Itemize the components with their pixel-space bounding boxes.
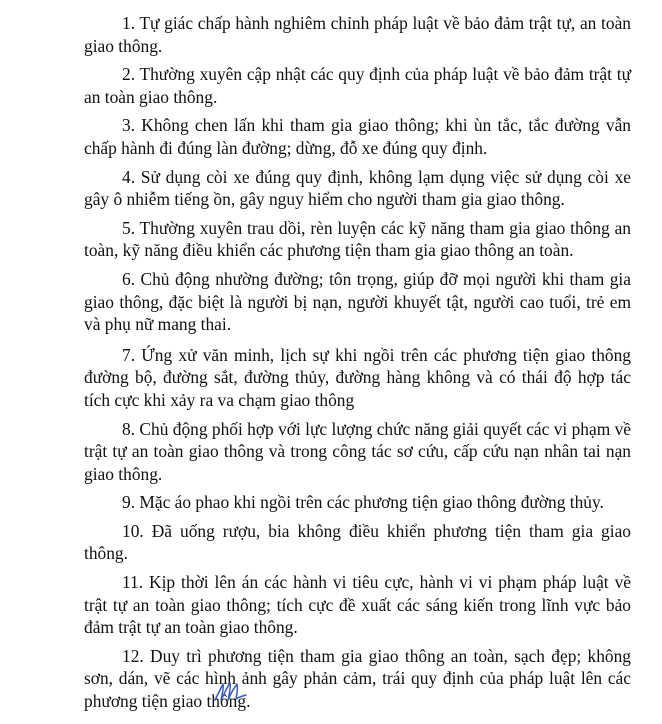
paragraph-2: 2. Thường xuyên cập nhật các quy định của pháp luật về bảo đảm trật tự an toàn giao thông. [84, 64, 631, 107]
paragraph-12: 12. Duy trì phương tiện tham gia giao thông an toàn, sạch đẹp; không sơn, dán, vẽ các hình ảnh gây phản cảm, trái quy định của pháp luật lên các phương tiện giao thông. [84, 645, 631, 712]
paragraph-7: 7. Ứng xử văn minh, lịch sự khi ngồi trên các phương tiện giao thông đường bộ, đường sắt, đường thủy, đường hàng không và có thái độ hợp tác tích cực khi xảy ra va chạm giao thông [84, 344, 631, 410]
paragraph-5: 5. Thường xuyên trau dồi, rèn luyện các kỹ năng tham gia giao thông an toàn, kỹ năng điều khiển các phương tiện tham gia giao thông an toàn. [84, 217, 631, 261]
paragraph-6: 6. Chủ động nhường đường; tôn trọng, giúp đỡ mọi người khi tham gia giao thông, đặc biệt là người bị nạn, người khuyết tật, người cao tuổi, trẻ em và phụ nữ mang thai. [84, 268, 631, 335]
paragraph-4: 4. Sử dụng còi xe đúng quy định, không lạm dụng việc sử dụng còi xe gây ô nhiễm tiếng ồn, gây nguy hiểm cho người tham gia giao thông. [84, 166, 631, 210]
paragraph-1: 1. Tự giác chấp hành nghiêm chỉnh pháp luật về bảo đảm trật tự, an toàn giao thông. [84, 13, 631, 56]
signature-stroke [215, 683, 246, 700]
paragraph-3: 3. Không chen lấn khi tham gia giao thông; khi ùn tắc, tắc đường vẫn chấp hành đi đúng làn đường; dừng, đỗ xe đúng quy định. [84, 115, 631, 158]
paragraph-10: 10. Đã uống rượu, bia không điều khiển phương tiện tham gia giao thông. [84, 520, 631, 564]
paragraph-11: 11. Kịp thời lên án các hành vi tiêu cực, hành vi vi phạm pháp luật về trật tự an toàn giao thông; tích cực đề xuất các sáng kiến trong lĩnh vực bảo đảm trật tự an toàn giao thông. [84, 572, 631, 638]
paragraph-9: 9. Mặc áo phao khi ngồi trên các phương tiện giao thông đường thủy. [122, 492, 604, 513]
signature-icon [213, 680, 249, 704]
paragraph-8: 8. Chủ động phối hợp với lực lượng chức năng giải quyết các vi phạm về trật tự an toàn giao thông và trong công tác sơ cứu, cấp cứu nạn nhân tai nạn giao thông. [84, 418, 631, 484]
